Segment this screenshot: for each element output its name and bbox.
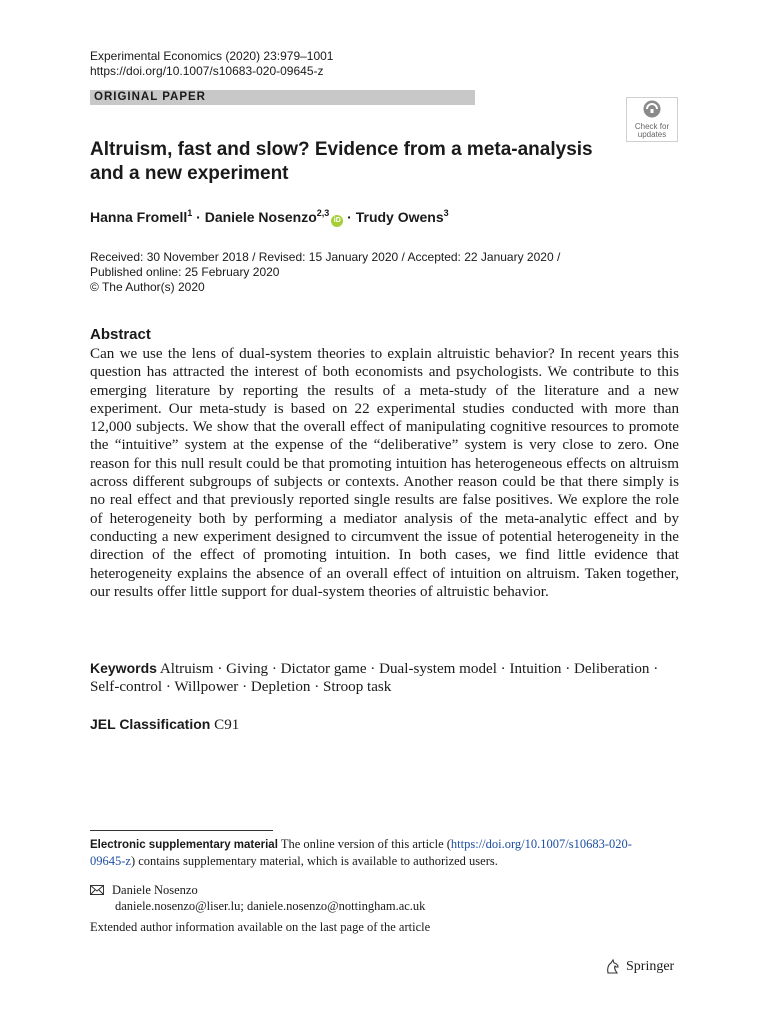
supplementary-note xyxy=(90,836,650,869)
publisher-logo xyxy=(604,957,674,977)
springer-horse-icon xyxy=(604,958,622,976)
check-updates-icon xyxy=(626,97,678,142)
journal-citation: Experimental Economics (2020) 23:979–1001 xyxy=(90,49,334,63)
dates-published: Published online: 25 February 2020 xyxy=(90,265,280,279)
copyright-notice: © The Author(s) 2020 xyxy=(90,280,205,294)
article-title: Altruism, fast and slow? Evidence from a meta-analysis and a new experiment xyxy=(90,139,593,184)
esm-text-start: The online version of this article ( xyxy=(280,837,451,851)
author-list xyxy=(90,207,449,227)
abstract-heading: Abstract xyxy=(90,326,151,343)
author-name[interactable]: Hanna Fromell xyxy=(90,209,188,225)
corresponding-author xyxy=(90,882,425,914)
doi-link[interactable]: https://doi.org/10.1007/s10683-020-09645-z xyxy=(90,64,324,78)
keywords-section xyxy=(90,659,679,697)
esm-label: Electronic supplementary material xyxy=(90,839,278,851)
extended-author-note: Extended author information available on the last page of the article xyxy=(90,920,431,934)
dates-history: Received: 30 November 2018 / Revised: 15 January 2020 / Accepted: 22 January 2020 / xyxy=(90,250,561,264)
author-name[interactable]: Daniele Nosenzo xyxy=(204,209,317,225)
abstract-body: Can we use the lens of dual-system theories to explain altruistic behavior? In recent years this question has attracted the interest of both economists and psychologists. We contribute to this emerging literature by reporting the results of a meta-study of the literature and a new experiment. Our meta-study is based on 22 experimental studies conducted with more than 12,000 subjects. We show that the overall effect of manipulating cognitive resources to promote the “intuitive” system at the expense of the “deliberative” system is very close to zero. One reason for this null result could be that promoting intuition has heterogeneous effects on altruism across different subgroups of subjects or contexts. Another reason could be that there simply is no real effect and that previously reported single results are false positives. We explore the role of heterogeneity both by performing a mediator analysis of the meta-analytic effect and by conducting a new experiment designed to circumvent the issue of potential heterogeneity in the direction of the effect of promoting intuition. In both cases, we find little evidence that heterogeneity explains the absence of an overall effect of intuition on altruism. Taken together, our results offer little support for dual-system theories of altruistic behavior. xyxy=(90,346,679,600)
author-affiliation: 3 xyxy=(443,208,449,218)
esm-link[interactable]: https://doi.org/10.1007/s10683-020-09645-z xyxy=(90,837,632,868)
article-dates xyxy=(90,250,560,295)
keywords-label: Keywords xyxy=(90,660,157,676)
publisher-name: Springer xyxy=(626,959,675,974)
author-separator: · xyxy=(192,209,205,225)
author-separator: · xyxy=(343,209,356,225)
keywords-list: Altruism · Giving · Dictator game · Dual-system model · Intuition · Deliberation · Self-control · Willpower · Depletion · Stroop task xyxy=(90,661,659,696)
jel-label: JEL Classification xyxy=(90,716,211,732)
footnote-divider xyxy=(90,830,273,831)
author-affiliation: 1 xyxy=(187,208,193,218)
badge-line1: Check for xyxy=(634,122,670,131)
author-affiliation: 2,3 xyxy=(316,208,330,218)
corr-author-email[interactable]: daniele.nosenzo@liser.lu; daniele.nosenzo@nottingham.ac.uk xyxy=(115,899,426,913)
envelope-icon xyxy=(90,885,104,895)
check-for-updates-badge[interactable] xyxy=(626,97,678,142)
orcid-icon[interactable]: iD xyxy=(331,215,343,227)
jel-section xyxy=(90,715,239,734)
jel-value: C91 xyxy=(214,717,240,733)
badge-line2: updates xyxy=(637,130,667,139)
corr-author-name: Daniele Nosenzo xyxy=(112,883,198,897)
author-name[interactable]: Trudy Owens xyxy=(355,209,444,225)
esm-text-end: ) contains supplementary material, which is available to authorized users. xyxy=(130,854,498,868)
paper-type-label: ORIGINAL PAPER xyxy=(90,90,475,105)
